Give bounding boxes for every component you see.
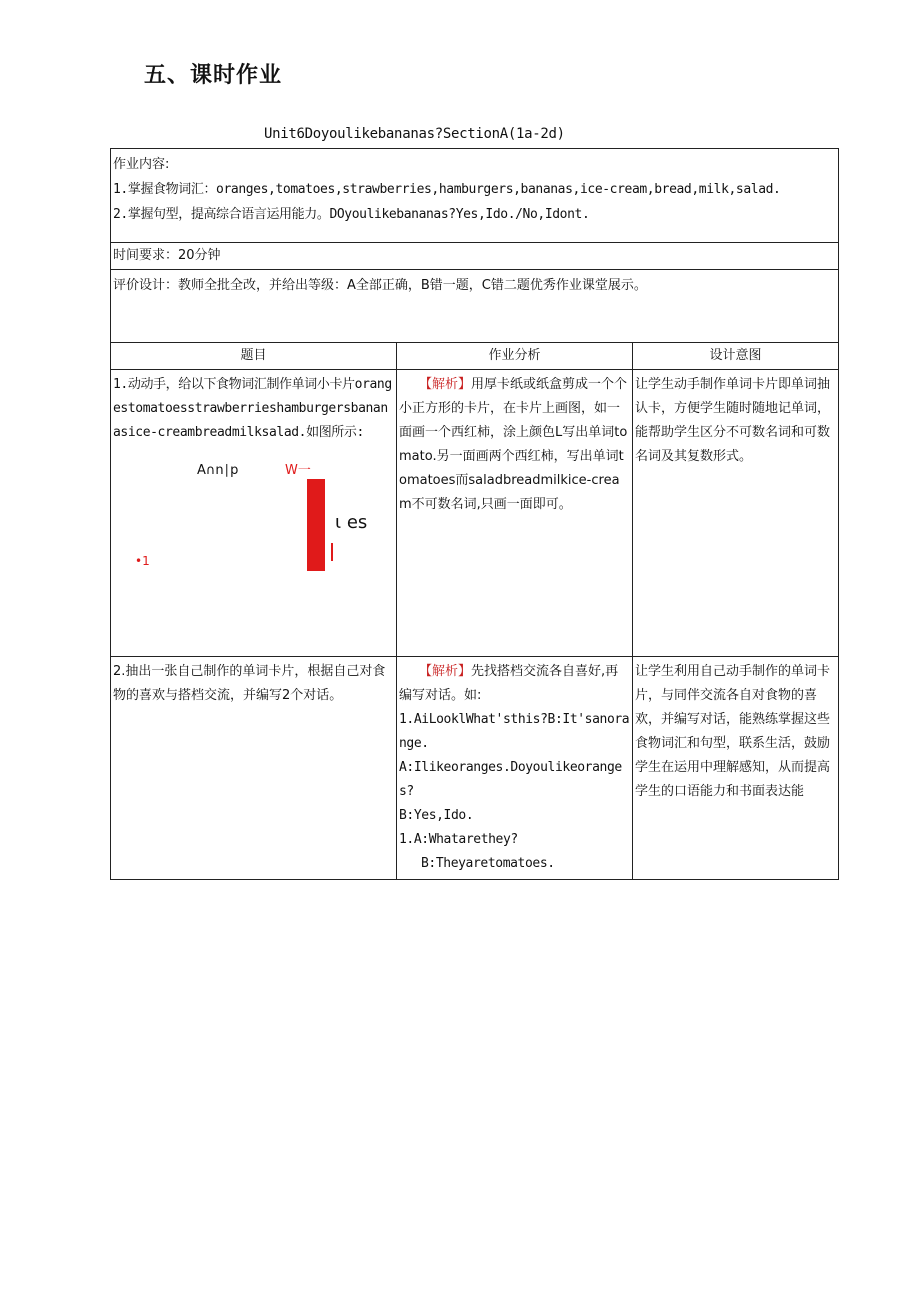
red-mark (331, 543, 333, 561)
dialog-line: 1.A:Whatarethey? (399, 832, 518, 847)
unit-subtitle: Unit6Doyoulikebananas?SectionA(1a-2d) (264, 126, 565, 142)
header-row (111, 343, 839, 370)
red-card-bar (307, 479, 325, 571)
content-row (111, 149, 839, 243)
table-row (111, 657, 839, 880)
analysis-intro: 先找搭档交流各自喜好,再编写对话。如: (399, 664, 619, 703)
question-text: 1.动动手，给以下食物词汇制作单词小卡片orangestomatoesstrawberrieshamburgersbananasice-creambreadmilksalad.如图所示: (113, 377, 392, 440)
time-row (111, 243, 839, 270)
figure-text-1: A∩n∣p (197, 463, 239, 478)
homework-table (110, 148, 839, 880)
content-cell (111, 149, 839, 243)
intent-cell (633, 370, 839, 657)
figure-text-2: W一 (285, 463, 311, 478)
content-line-2: 2.掌握句型，提高综合语言运用能力。DOyoulikebananas?Yes,Ido./No,Idont. (113, 207, 590, 222)
intent-text: 让学生利用自己动手制作的单词卡片，与同伴交流各自对食物的喜欢，并编写对话，能熟练掌握这些食物词汇和句型，联系生活，鼓励学生在运用中理解感知，从而提高学生的口语能力和书面表达能 (635, 664, 831, 799)
content-line-1: 1.掌握食物词汇：oranges,tomatoes,strawberries,hamburgers,bananas,ice-cream,bread,milk,salad. (113, 182, 781, 197)
dialog-line: 1.AiLooklWhat'sthis?B:It'sanorange. (399, 712, 630, 751)
analysis-tag: 【解析】 (419, 377, 472, 392)
dialog-line: A:Ilikeoranges.Doyoulikeoranges? (399, 760, 622, 799)
time-cell: 时间要求：20分钟 (111, 243, 839, 270)
figure-text-3: ι es (335, 512, 368, 533)
header-intent: 设计意图 (633, 343, 839, 370)
word-card-figure (113, 459, 394, 579)
figure-text-4: •1 (135, 554, 150, 568)
evaluation-cell: 评价设计：教师全批全改，并给出等级：A全部正确，B错一题，C错二题优秀作业课堂展示。 (111, 270, 839, 343)
analysis-block (399, 373, 630, 517)
question-cell (111, 370, 397, 657)
analysis-tag: 【解析】 (419, 664, 472, 679)
intent-text: 让学生动手制作单词卡片即单词抽认卡，方便学生随时随地记单词，能帮助学生区分不可数名词和可数名词及其复数形式。 (635, 377, 831, 464)
evaluation-row (111, 270, 839, 343)
intent-cell (633, 657, 839, 880)
question-text: 2.抽出一张自己制作的单词卡片，根据自己对食物的喜欢与搭档交流，并编写2个对话。 (113, 664, 386, 703)
question-cell (111, 657, 397, 880)
analysis-text: 用厚卡纸或纸盒剪成一个个小正方形的卡片，在卡片上画图，如一面画一个西红柿，涂上颜色L写出单词tomato.另一面画两个西红柿，写出单词tomatoes而saladbreadmilkice-cream不可数名词,只画一面即可。 (399, 377, 628, 512)
dialog-line: B:Yes,Ido. (399, 808, 474, 823)
analysis-cell (397, 370, 633, 657)
dialog-line: B:Theyaretomatoes. (421, 856, 555, 871)
header-question: 题目 (111, 343, 397, 370)
analysis-cell (397, 657, 633, 880)
table-row (111, 370, 839, 657)
analysis-block (399, 660, 630, 708)
content-label: 作业内容: (113, 157, 170, 172)
header-analysis: 作业分析 (397, 343, 633, 370)
section-heading: 五、课时作业 (144, 63, 283, 88)
